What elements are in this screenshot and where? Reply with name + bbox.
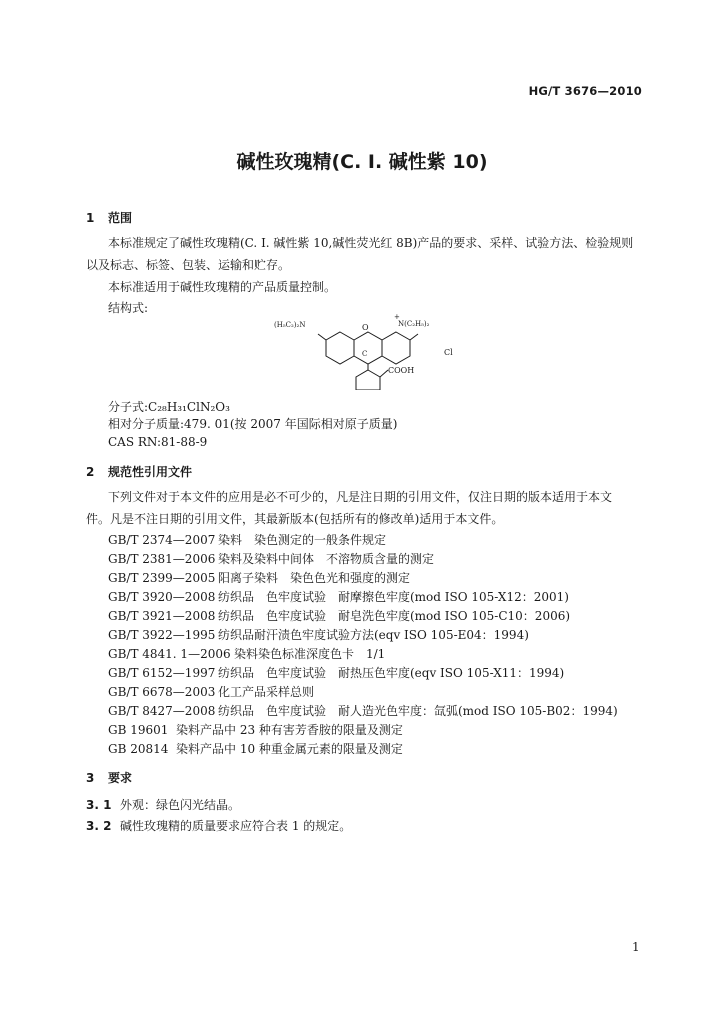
cas-number: CAS RN:81-88-9	[108, 435, 208, 449]
relative-molecular-mass: 相对分子质量:479. 01(按 2007 年国际相对原子质量)	[108, 417, 398, 431]
section-2-title: 规范性引用文件	[108, 465, 193, 479]
reference-code: GB/T 8427—2008	[108, 704, 216, 718]
reference-code: GB 19601	[108, 723, 169, 737]
reference-item	[108, 588, 569, 605]
section-3-title: 要求	[108, 771, 133, 785]
structure-plus-sign: +	[394, 313, 400, 321]
reference-code: GB/T 2399—2005	[108, 571, 216, 585]
reference-title: 染料染色标准深度色卡 1/1	[234, 647, 386, 661]
reference-item	[108, 645, 385, 662]
reference-code: GB/T 6678—2003	[108, 685, 216, 699]
reference-code: GB/T 2381—2006	[108, 552, 216, 566]
section-1-heading	[86, 209, 132, 226]
standard-code: HG/T 3676—2010	[528, 84, 642, 98]
left-amine-bond	[318, 334, 326, 340]
reference-title: 纺织品 色牢度试验 耐热压色牢度(eqv ISO 105-X11：1994)	[218, 666, 565, 680]
reference-item	[108, 626, 529, 643]
reference-code: GB/T 2374—2007	[108, 533, 216, 547]
structure-left-group: (H₅C₂)₂N	[274, 321, 306, 329]
structure-cooh: COOH	[388, 366, 415, 375]
right-ring	[382, 332, 410, 364]
clause-text: 外观：绿色闪光结晶。	[120, 798, 241, 812]
scope-paragraph-line-1: 本标准规定了碱性玫瑰精(C. I. 碱性紫 10,碱性荧光红 8B)产品的要求、采样、试验方法、检验规则	[108, 236, 634, 250]
reference-title: 染料产品中 23 种有害芳香胺的限量及测定	[176, 723, 403, 737]
clause-number: 3. 2	[86, 819, 112, 833]
right-amine-bond	[410, 334, 418, 340]
section-2-heading	[86, 463, 192, 480]
reference-item	[108, 531, 386, 548]
references-intro-line-1: 下列文件对于本文件的应用是必不可少的，凡是注日期的引用文件，仅注日期的版本适用于本文	[108, 490, 613, 504]
structure-right-group: N(C₂H₅)₂	[398, 320, 430, 328]
reference-title: 阳离子染料 染色色光和强度的测定	[218, 571, 411, 585]
references-intro-line-2: 件。凡是不注日期的引用文件，其最新版本(包括所有的修改单)适用于本文件。	[86, 512, 504, 526]
section-1-number: 1	[86, 211, 95, 225]
section-1-title: 范围	[108, 211, 133, 225]
requirement-3-2	[86, 815, 351, 837]
structure-counter-ion: Cl	[444, 348, 453, 357]
requirement-3-1	[86, 794, 240, 816]
reference-item	[108, 740, 403, 757]
structure-oxygen: O	[362, 323, 369, 332]
page-number: 1	[632, 940, 640, 954]
reference-title: 纺织品 色牢度试验 耐摩擦色牢度(mod ISO 105-X12：2001)	[218, 590, 569, 604]
reference-code: GB/T 3922—1995	[108, 628, 216, 642]
reference-title: 纺织品 色牢度试验 耐人造光色牢度：氙弧(mod ISO 105-B02：1994)	[218, 704, 618, 718]
molecular-formula: 分子式:C₂₈H₃₁ClN₂O₃	[108, 400, 230, 414]
reference-code: GB/T 4841. 1—2006	[108, 647, 231, 661]
structure-label: 结构式:	[108, 301, 149, 315]
reference-code: GB/T 6152—1997	[108, 666, 216, 680]
section-3-number: 3	[86, 771, 95, 785]
reference-title: 染料及染料中间体 不溶物质含量的测定	[218, 552, 435, 566]
section-3-heading	[86, 769, 132, 786]
reference-item	[108, 550, 434, 567]
reference-title: 纺织品耐汗渍色牢度试验方法(eqv ISO 105-E04：1994)	[218, 628, 529, 642]
section-2-number: 2	[86, 465, 95, 479]
clause-text: 碱性玫瑰精的质量要求应符合表 1 的规定。	[120, 819, 352, 833]
reference-item	[108, 702, 618, 719]
reference-item	[108, 607, 570, 624]
structure-carbon: C	[362, 350, 368, 358]
clause-number: 3. 1	[86, 798, 112, 812]
reference-title: 染料 染色测定的一般条件规定	[218, 533, 387, 547]
reference-title: 纺织品 色牢度试验 耐皂洗色牢度(mod ISO 105-C10：2006)	[218, 609, 571, 623]
left-ring	[326, 332, 354, 364]
reference-title: 化工产品采样总则	[218, 685, 315, 699]
scope-applicability: 本标准适用于碱性玫瑰精的产品质量控制。	[108, 280, 337, 294]
reference-item	[108, 683, 314, 700]
reference-item	[108, 664, 564, 681]
scope-paragraph-line-2: 以及标志、标签、包装、运输和贮存。	[86, 258, 291, 272]
reference-code: GB/T 3920—2008	[108, 590, 216, 604]
reference-item	[108, 721, 403, 738]
reference-title: 染料产品中 10 种重金属元素的限量及测定	[176, 742, 403, 756]
reference-code: GB 20814	[108, 742, 169, 756]
center-ring	[354, 332, 382, 364]
reference-code: GB/T 3921—2008	[108, 609, 216, 623]
reference-item	[108, 569, 410, 586]
document-title: 碱性玫瑰精(C. I. 碱性紫 10)	[236, 151, 488, 173]
cooh-bond	[380, 370, 388, 377]
phenyl-ring	[356, 370, 380, 390]
